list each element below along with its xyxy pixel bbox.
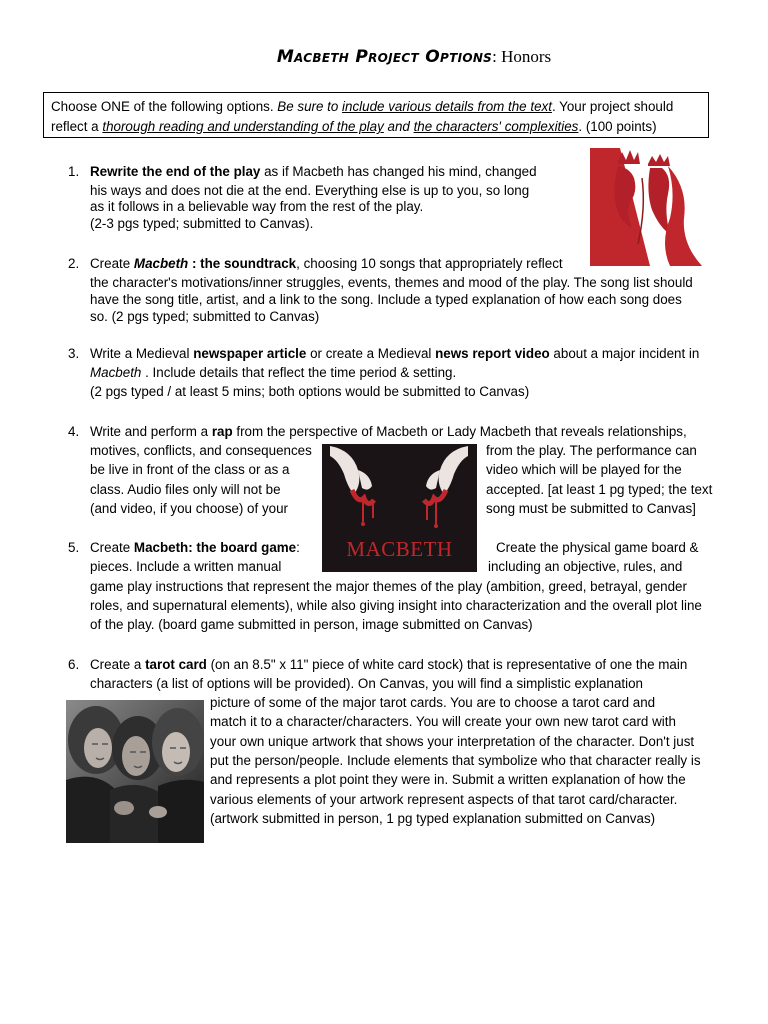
option-6-line: characters (a list of options will be provided). On Canvas, you will find a simplistic explanation xyxy=(90,676,643,691)
option-1-text: as if Macbeth has changed his mind, changed xyxy=(260,164,537,179)
option-5-line: Create the physical game board & xyxy=(496,540,699,555)
option-2-line: the character's motivations/inner struggles, events, themes and mood of the play. The song list should xyxy=(90,275,693,290)
poster-title: MACBETH xyxy=(346,537,453,561)
option-4-text: from the perspective of Macbeth or Lady Macbeth that reveals relationships, xyxy=(232,424,687,439)
option-3-text-italic: Macbeth xyxy=(90,365,142,380)
option-2-text: , choosing 10 songs that appropriately reflect xyxy=(296,256,563,271)
option-6-text: (on an 8.5" x 11" piece of white card stock) that is representative of one the main xyxy=(206,657,688,672)
option-3-text: about a major incident in xyxy=(549,346,700,361)
three-witches-photo xyxy=(66,700,204,843)
king-queen-illustration xyxy=(590,148,741,266)
option-5-line: of the play. (board game submitted in person, image submitted on Canvas) xyxy=(90,617,533,632)
option-2-line: have the song title, artist, and a link to the song. Include a typed explanation of how each song does xyxy=(90,292,682,307)
option-1-line xyxy=(90,162,537,181)
option-4-line: from the play. The performance can xyxy=(486,443,697,458)
option-4-line: be live in front of the class or as a xyxy=(90,462,290,477)
option-1-heading: Rewrite the end of the play xyxy=(90,164,261,179)
option-4-line: accepted. [at least 1 pg typed; the text xyxy=(486,482,713,497)
option-3-line: (2 pgs typed / at least 5 mins; both options would be submitted to Canvas) xyxy=(90,384,530,399)
option-6-line: your own unique artwork that shows your interpretation of the character. Don't just xyxy=(210,734,695,749)
option-1-line: (2-3 pgs typed; submitted to Canvas). xyxy=(90,216,314,231)
intro-text-italic: Be sure to xyxy=(277,99,343,114)
option-2-text: Create xyxy=(90,256,134,271)
option-6-line xyxy=(90,655,687,674)
intro-text-underlined: the characters' complexities xyxy=(413,119,579,134)
option-3-text: . Include details that reflect the time period & setting. xyxy=(141,365,457,380)
option-3-text: or create a Medieval xyxy=(306,346,436,361)
option-5-line: roles, and supernatural elements), while also giving insight into characterization and the overall plot line xyxy=(90,598,702,613)
option-2-heading: : the soundtrack xyxy=(188,256,297,271)
option-4-line: motives, conflicts, and consequences xyxy=(90,443,312,458)
option-5-line: including an objective, rules, and xyxy=(488,559,683,574)
item-number: 1. xyxy=(68,164,80,179)
item-number: 3. xyxy=(68,346,80,361)
option-5-text: : xyxy=(296,540,300,555)
page-title xyxy=(0,47,768,67)
option-4-line: (and video, if you choose) of your xyxy=(90,501,288,516)
macbeth-poster xyxy=(322,444,477,572)
option-6-text: Create a xyxy=(90,657,146,672)
option-5-text: Create xyxy=(90,540,134,555)
intro-text: . (100 points) xyxy=(578,119,657,134)
option-4-line xyxy=(90,422,687,441)
option-4-text: Write and perform a xyxy=(90,424,212,439)
option-4-line: song must be submitted to Canvas] xyxy=(486,501,696,516)
option-6-line: (artwork submitted in person, 1 pg typed explanation submitted on Canvas) xyxy=(210,811,656,826)
option-6-line: match it to a character/characters. You will create your own new tarot card with xyxy=(210,714,676,729)
option-6-heading: tarot card xyxy=(145,657,207,672)
three-witches-drawing xyxy=(66,700,204,843)
instructions-box xyxy=(43,92,709,138)
intro-text: reflect a xyxy=(51,119,103,134)
intro-text: . Your project should xyxy=(551,99,674,114)
option-6-line: picture of some of the major tarot cards. You are to choose a tarot card and xyxy=(210,695,656,710)
intro-text-underlined: include various details from the text xyxy=(342,99,552,114)
page-title-main: Macbeth Project Options xyxy=(276,47,493,67)
option-3-heading: news report video xyxy=(435,346,550,361)
option-3-heading: newspaper article xyxy=(193,346,307,361)
item-number: 2. xyxy=(68,256,80,271)
option-2-line xyxy=(90,254,563,273)
page-title-suffix: : Honors xyxy=(492,47,552,66)
option-6-line: put the person/people. Include elements that symbolize who that character really is xyxy=(210,753,701,768)
option-2-line: so. (2 pgs typed; submitted to Canvas) xyxy=(90,309,320,324)
intro-text-italic: and xyxy=(383,119,414,134)
option-3-line xyxy=(90,344,699,363)
intro-text: Choose ONE of the following options. xyxy=(51,99,278,114)
option-3-text: Write a Medieval xyxy=(90,346,194,361)
option-5-line: pieces. Include a written manual xyxy=(90,559,282,574)
intro-text-underlined: thorough reading and understanding of the play xyxy=(102,119,384,134)
option-1-line: his ways and does not die at the end. Everything else is up to you, so long xyxy=(90,183,530,198)
option-4-line: class. Audio files only will not be xyxy=(90,482,281,497)
option-4-heading: rap xyxy=(211,424,233,439)
option-3-line xyxy=(90,363,456,382)
option-4-line: video which will be played for the xyxy=(486,462,682,477)
item-number: 5. xyxy=(68,540,80,555)
macbeth-poster-drawing xyxy=(322,444,477,572)
option-1-line: as it follows in a believable way from the rest of the play. xyxy=(90,199,424,214)
option-5-line: game play instructions that represent the major themes of the play (ambition, greed, betrayal, gender xyxy=(90,579,687,594)
item-number: 4. xyxy=(68,424,80,439)
option-6-line: and represents a plot point they were in. Submit a written explanation of how the xyxy=(210,772,686,787)
option-5-heading: Macbeth: the board game xyxy=(133,540,297,555)
option-5-line xyxy=(90,538,300,557)
item-number: 6. xyxy=(68,657,80,672)
option-2-heading-italic: Macbeth xyxy=(133,256,189,271)
king-queen-drawing xyxy=(590,148,741,266)
option-6-line: various elements of your artwork represent aspects of that tarot card/character. xyxy=(210,792,678,807)
